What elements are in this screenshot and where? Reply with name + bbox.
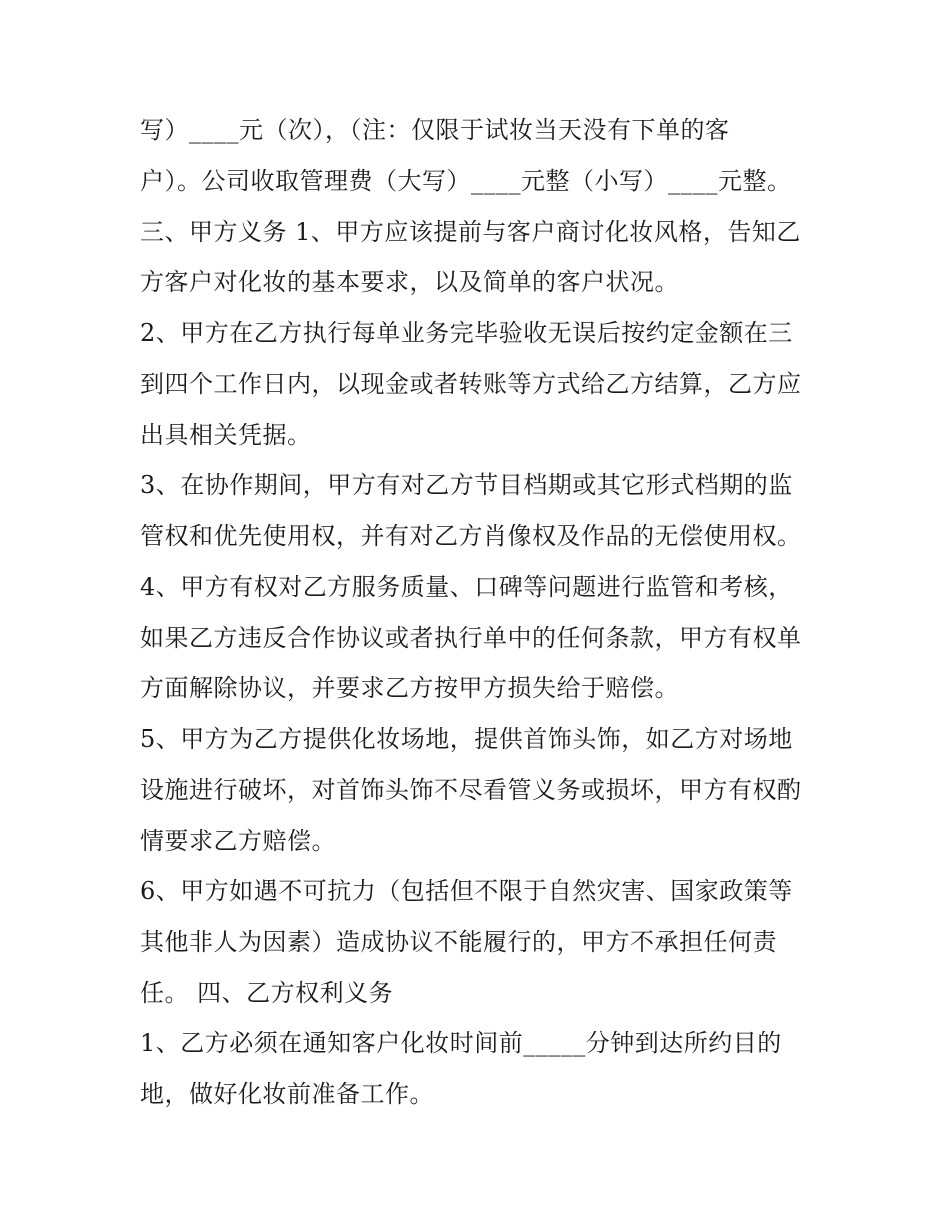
text-line: 出具相关凭据。: [140, 421, 312, 449]
text-line: 管权和优先使用权，并有对乙方肖像权及作品的无偿使用权。: [140, 522, 802, 550]
text-line: 方面解除协议，并要求乙方按甲方损失给于赔偿。: [140, 674, 679, 702]
text-line: 到四个工作日内，以现金或者转账等方式给乙方结算，乙方应: [140, 370, 802, 398]
text-line: 三、甲方义务 1、甲方应该提前与客户商讨化妆风格，告知乙: [140, 218, 801, 246]
text-line: 4、甲方有权对乙方服务质量、口碑等问题进行监管和考核，: [140, 573, 793, 601]
text-line: 户）。公司收取管理费（大写）____元整（小写）____元整。: [140, 167, 792, 195]
text-line: 6、甲方如遇不可抗力（包括但不限于自然灾害、国家政策等: [140, 877, 793, 905]
text-line: 2、甲方在乙方执行每单业务完毕验收无误后按约定金额在三: [140, 319, 793, 347]
text-line: 任。 四、乙方权利义务: [140, 979, 394, 1007]
text-line: 1、乙方必须在通知客户化妆时间前_____分钟到达所约目的: [140, 1029, 782, 1057]
text-line: 如果乙方违反合作协议或者执行单中的任何条款，甲方有权单: [140, 624, 802, 652]
text-line: 写）____元（次），（注：仅限于试妆当天没有下单的客: [140, 116, 730, 144]
text-line: 地，做好化妆前准备工作。: [140, 1080, 434, 1108]
text-line: 5、甲方为乙方提供化妆场地，提供首饰头饰，如乙方对场地: [140, 725, 793, 753]
text-line: 其他非人为因素）造成协议不能履行的，甲方不承担任何责: [140, 928, 777, 956]
text-line: 情要求乙方赔偿。: [140, 827, 336, 855]
text-line: 设施进行破坏，对首饰头饰不尽看管义务或损坏，甲方有权酌: [140, 776, 802, 804]
text-line: 方客户对化妆的基本要求，以及简单的客户状况。: [140, 268, 679, 296]
text-line: 3、在协作期间，甲方有对乙方节目档期或其它形式档期的监: [140, 471, 793, 499]
